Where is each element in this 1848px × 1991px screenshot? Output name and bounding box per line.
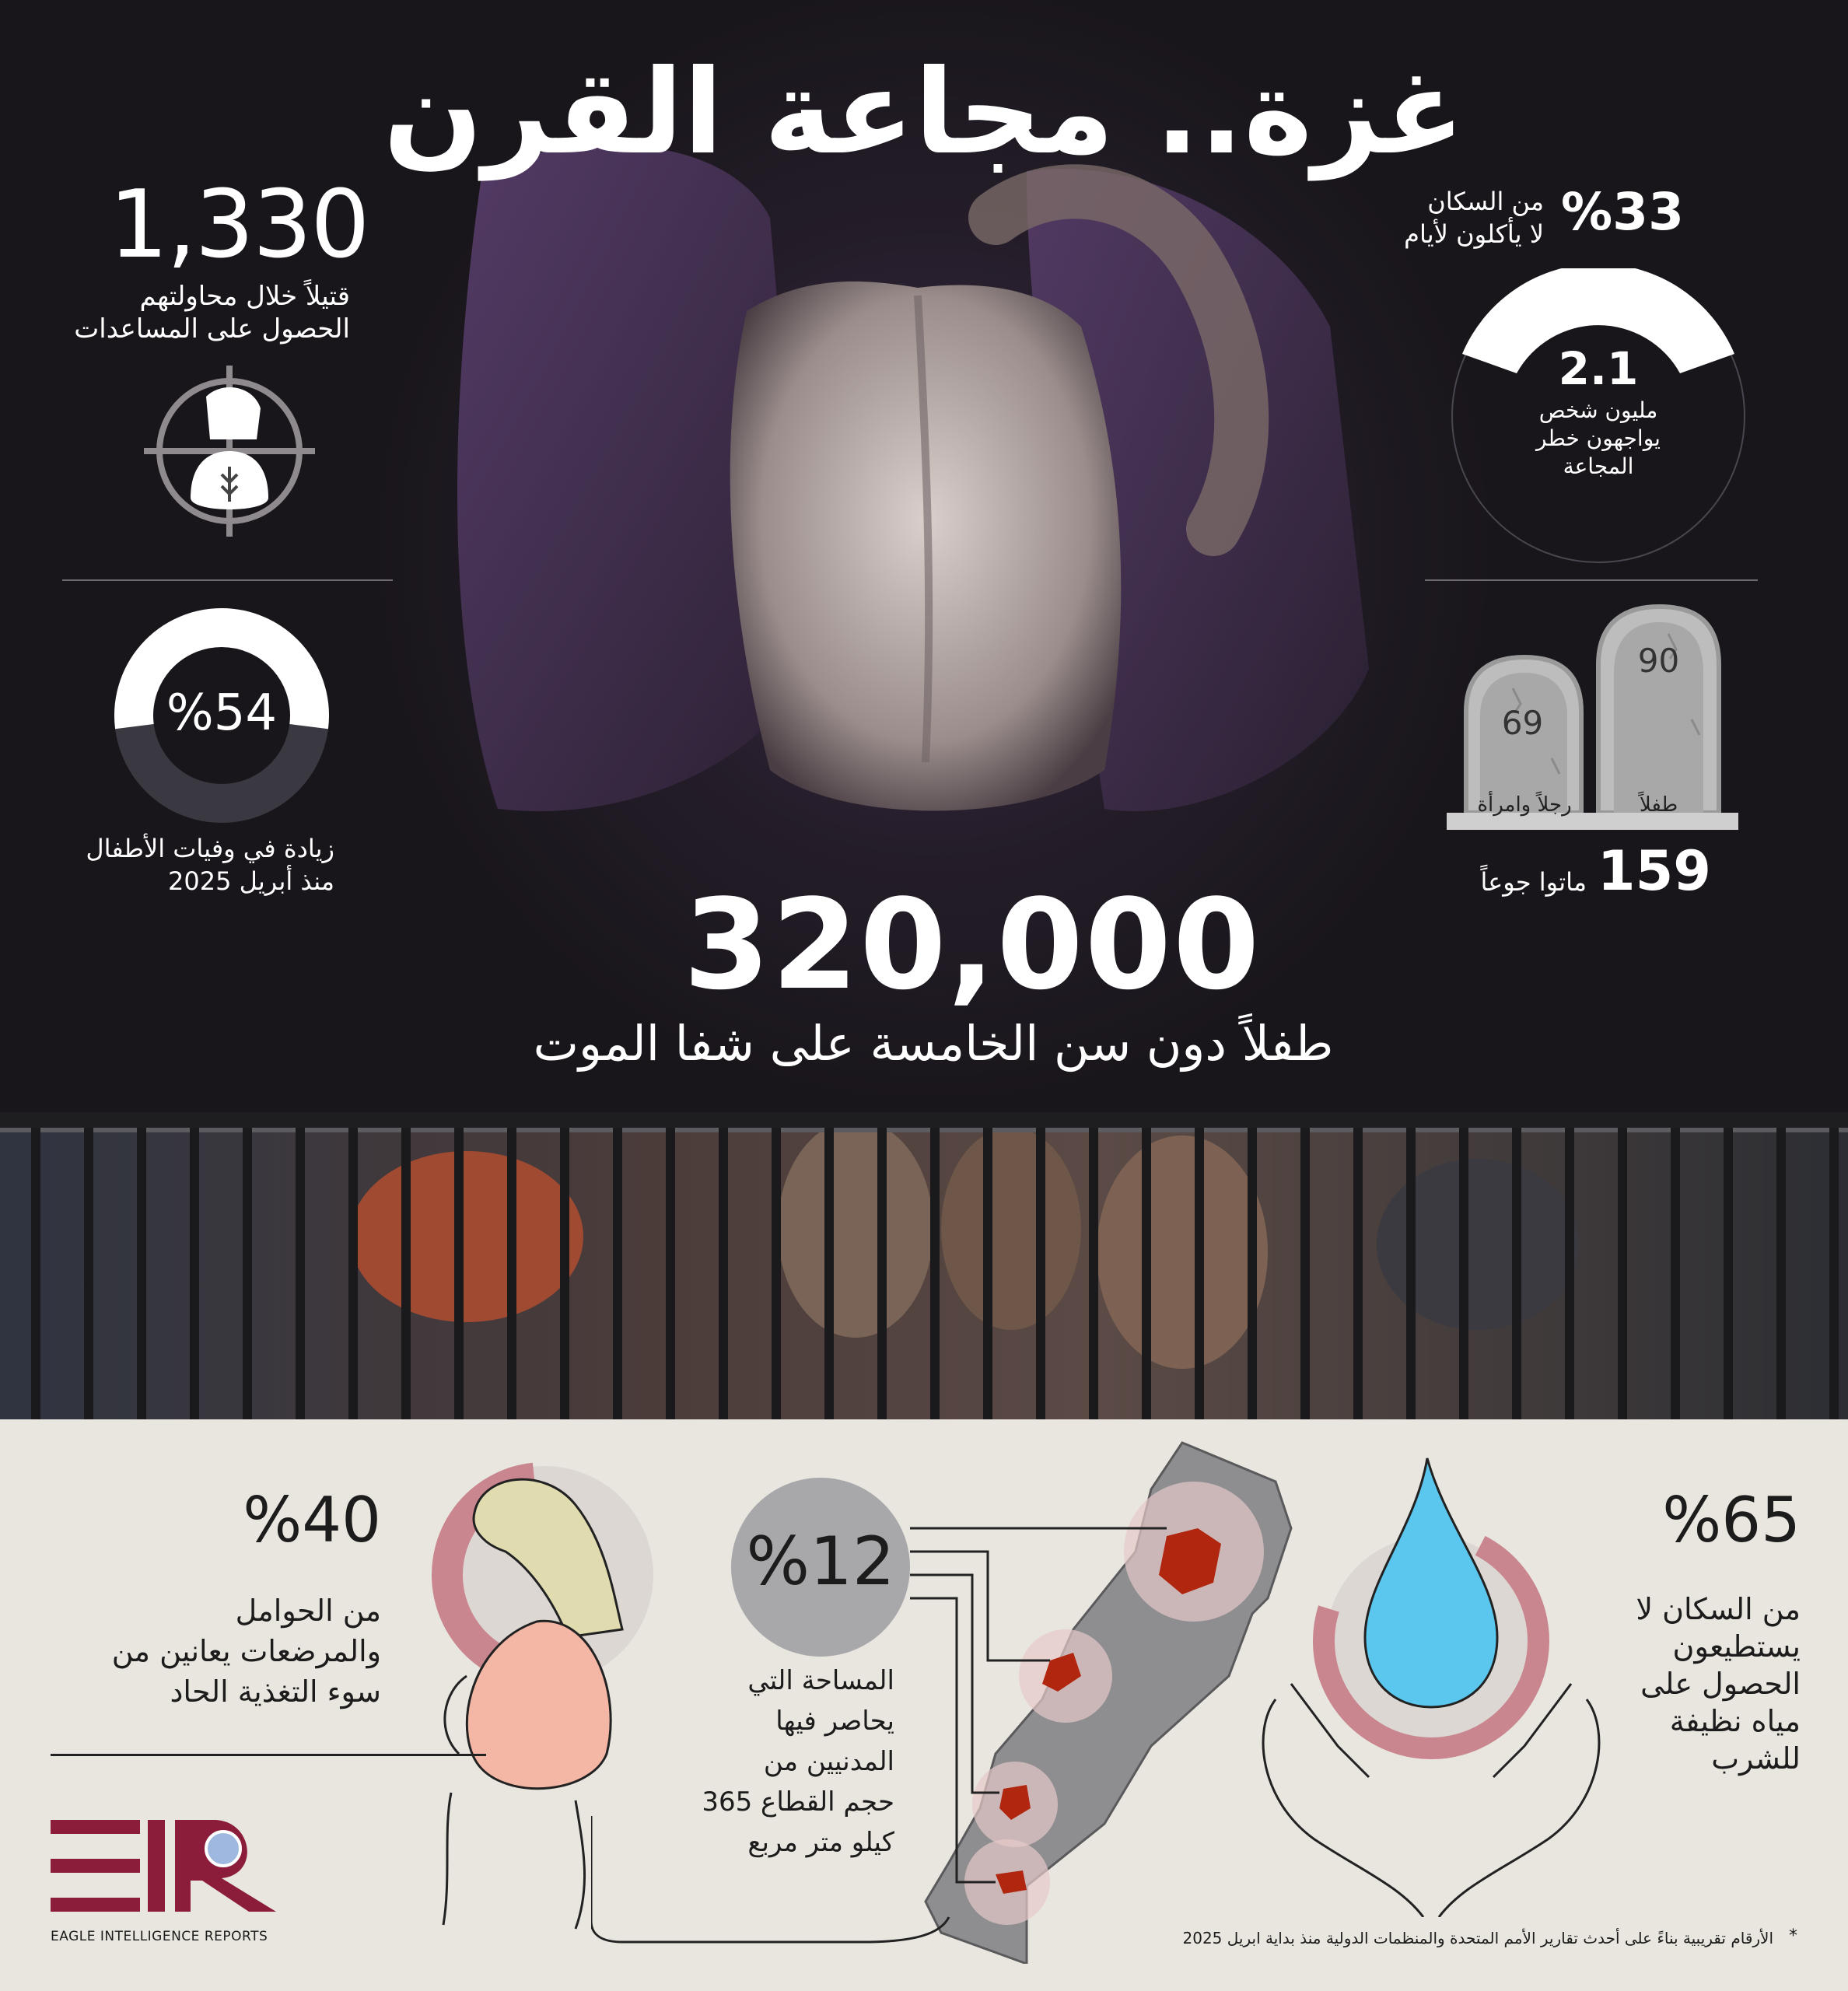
- prison-bar: [1353, 1128, 1363, 1419]
- pregnant-line3: سوء التغذية الحاد: [170, 1674, 381, 1709]
- eir-logo: [51, 1820, 284, 1921]
- famine-risk-caption: [1509, 397, 1688, 481]
- prison-bar: [1565, 1128, 1574, 1419]
- water-line1: من السكان لا: [1636, 1592, 1801, 1626]
- prison-bar: [348, 1128, 358, 1419]
- logo-name: EAGLE INTELLIGENCE REPORTS: [51, 1929, 268, 1944]
- prison-bar: [1459, 1128, 1468, 1419]
- prison-bar: [296, 1128, 305, 1419]
- child-deaths-percent: %54: [166, 684, 278, 742]
- killed-aid-line1: قتيلاً خلال محاولتهم: [139, 281, 350, 312]
- divider-right: [1425, 579, 1758, 581]
- prison-bar: [772, 1128, 781, 1419]
- prison-bar: [1776, 1128, 1786, 1419]
- prison-bar: [666, 1128, 675, 1419]
- prison-bar: [613, 1128, 622, 1419]
- child-deaths-line2: منذ أبريل 2025: [168, 866, 334, 896]
- pregnant-percent: %40: [243, 1484, 381, 1556]
- no-food-caption: [1369, 185, 1544, 250]
- prison-bar: [983, 1128, 992, 1419]
- prison-bar: [1671, 1128, 1680, 1419]
- prison-bar: [137, 1128, 146, 1419]
- area-line4: حجم القطاع 365: [702, 1786, 894, 1818]
- no-food-line2: لا يأكلون لأيام: [1404, 219, 1544, 249]
- bottom-section: [0, 1419, 1848, 1991]
- pregnant-line1: من الحوامل: [235, 1594, 381, 1628]
- water-line3: الحصول على: [1640, 1667, 1801, 1701]
- prison-bar: [243, 1128, 252, 1419]
- no-food-line1: من السكان: [1427, 187, 1544, 216]
- killed-aid-caption: [47, 280, 350, 345]
- starved-total-label: ماتوا جوعاً: [1480, 867, 1587, 897]
- no-food-percent: %33: [1561, 182, 1684, 242]
- famine-risk-line2: يواجهون خطر: [1536, 425, 1661, 451]
- prison-bar: [31, 1128, 40, 1419]
- water-line2: يستطيعون: [1672, 1629, 1801, 1664]
- area-line2: يحاصر فيها: [775, 1706, 894, 1737]
- prison-bar: [401, 1128, 411, 1419]
- water-line5: للشرب: [1711, 1741, 1801, 1776]
- prison-bar: [454, 1128, 464, 1419]
- prison-bar: [1142, 1128, 1151, 1419]
- prison-bar: [930, 1128, 940, 1419]
- prison-bar: [1248, 1128, 1257, 1419]
- killed-aid-line2: الحصول على المساعدات: [74, 313, 350, 345]
- prison-bar: [84, 1128, 93, 1419]
- prison-bar: [1089, 1128, 1098, 1419]
- famine-risk-line3: المجاعة: [1563, 453, 1634, 479]
- page-title: غزة.. مجاعة القرن: [383, 45, 1465, 180]
- under-five-label: طفلاً دون سن الخامسة على شفا الموت: [533, 1015, 1334, 1072]
- prison-bar: [1300, 1128, 1310, 1419]
- area-line5: كيلو متر مربع: [747, 1827, 894, 1858]
- prison-bar: [1195, 1128, 1204, 1419]
- area-percent: %12: [746, 1523, 895, 1601]
- starved-children-label: طفلاً: [1639, 793, 1678, 817]
- prison-bar: [1512, 1128, 1521, 1419]
- famine-risk-number: 2.1: [1558, 342, 1639, 395]
- aid-target-icon: [144, 366, 315, 537]
- starved-total: 159: [1597, 839, 1711, 903]
- pregnant-line: [51, 1754, 486, 1756]
- footnote: [1066, 1929, 1773, 1947]
- water-line4: مياه نظيفة: [1669, 1704, 1801, 1738]
- under-five-number: 320,000: [683, 872, 1262, 1017]
- prison-bar: [1724, 1128, 1733, 1419]
- starved-adults-count: 69: [1501, 704, 1544, 742]
- prison-bar: [877, 1128, 887, 1419]
- prison-bars: [0, 1112, 1848, 1419]
- crowd-behind-bars-photo: [0, 1112, 1848, 1419]
- pregnant-line2: والمرضعات يعانين من: [111, 1634, 381, 1668]
- famine-risk-line1: مليون شخص: [1538, 397, 1658, 423]
- water-caption: [1602, 1590, 1801, 1777]
- child-deaths-caption: [62, 832, 334, 898]
- starved-children-count: 90: [1637, 642, 1680, 680]
- pregnant-caption: [47, 1590, 381, 1712]
- prison-bar: [824, 1128, 834, 1419]
- divider-left: [62, 579, 393, 581]
- gaza-strip-map: [591, 1419, 1307, 1964]
- prison-bar: [560, 1128, 569, 1419]
- prison-bar: [1406, 1128, 1416, 1419]
- area-line1: المساحة التي: [747, 1665, 894, 1696]
- prison-bar: [190, 1128, 199, 1419]
- prison-bar: [1829, 1128, 1839, 1419]
- prison-bar: [507, 1128, 516, 1419]
- area-line3: المدنيين من: [763, 1746, 894, 1777]
- water-illustration: [1244, 1435, 1633, 1917]
- prison-bar: [719, 1128, 728, 1419]
- water-percent: %65: [1662, 1484, 1801, 1556]
- footnote-text: الأرقام تقريبية بناءً على أحدث تقارير الأمم المتحدة والمنظمات الدولية منذ بداية ابريل 2025: [1182, 1929, 1773, 1947]
- footnote-star: *: [1789, 1926, 1797, 1946]
- prison-bar: [1618, 1128, 1627, 1419]
- starving-child-illustration: [436, 124, 1447, 902]
- starved-adults-label: رجلاً وامرأة: [1477, 793, 1572, 817]
- killed-aid-number: 1,330: [109, 171, 369, 279]
- child-deaths-line1: زيادة في وفيات الأطفال: [86, 834, 334, 863]
- prison-bar: [1036, 1128, 1045, 1419]
